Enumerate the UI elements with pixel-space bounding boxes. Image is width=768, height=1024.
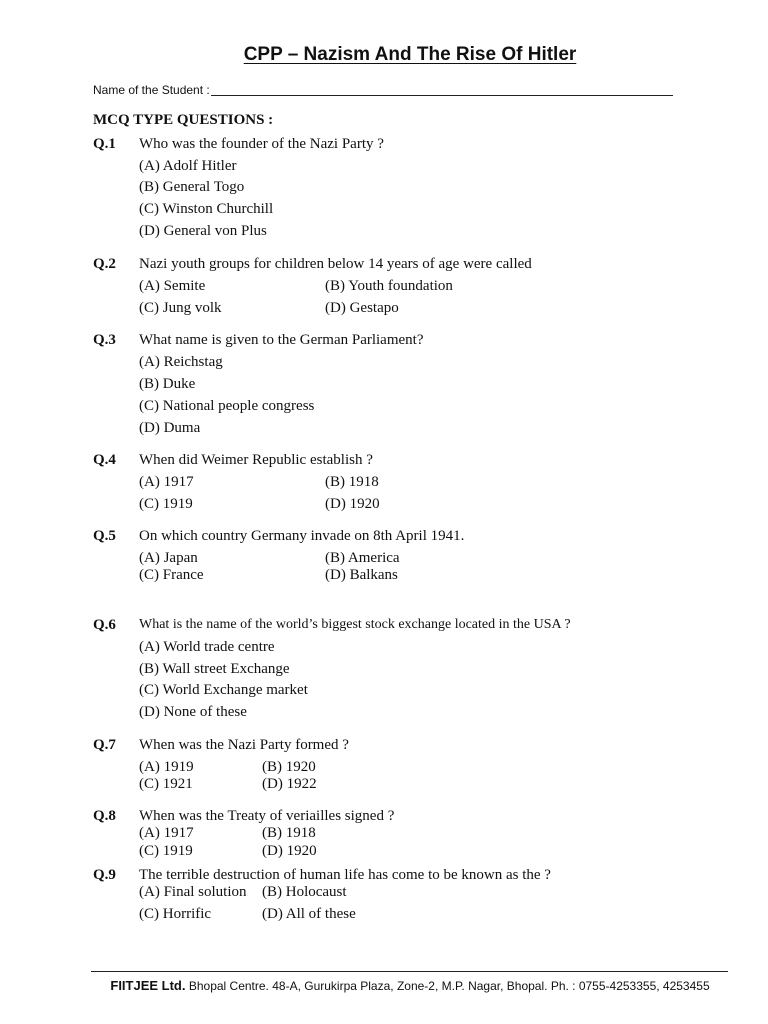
- question-text: Who was the founder of the Nazi Party ?: [139, 136, 384, 152]
- question-text: What is the name of the world’s biggest stock exchange located in the USA ?: [139, 617, 571, 632]
- option-c: (C) World Exchange market: [139, 682, 308, 698]
- question-text: What name is given to the German Parliament?: [139, 332, 424, 348]
- option-a: (A) 1917: [139, 825, 194, 841]
- question-number: Q.7: [93, 737, 116, 753]
- option-b: (B) Duke: [139, 376, 196, 392]
- option-a: (A) Adolf Hitler: [139, 158, 237, 174]
- option-c: (C) Jung volk: [139, 300, 222, 316]
- question-number: Q.2: [93, 256, 116, 272]
- student-name-label: Name of the Student :: [93, 83, 210, 97]
- footer-divider: [91, 971, 728, 972]
- question-number: Q.5: [93, 528, 116, 544]
- option-c: (C) Horrific: [139, 906, 212, 922]
- option-d: (D) All of these: [262, 906, 356, 922]
- option-b: (B) 1920: [262, 759, 316, 775]
- option-c: (C) France: [139, 567, 204, 583]
- option-b: (B) Wall street Exchange: [139, 661, 290, 677]
- option-c: (C) 1919: [139, 496, 193, 512]
- option-d: (D) Gestapo: [325, 300, 399, 316]
- option-c: (C) 1921: [139, 776, 193, 792]
- page-title: CPP – Nazism And The Rise Of Hitler: [243, 44, 577, 65]
- option-d: (D) General von Plus: [139, 223, 267, 239]
- option-a: (A) 1919: [139, 759, 194, 775]
- footer-brand: FIITJEE Ltd.: [110, 978, 186, 993]
- option-b: (B) General Togo: [139, 179, 245, 195]
- question-text: Nazi youth groups for children below 14 years of age were called: [139, 256, 532, 272]
- option-b: (B) 1918: [325, 474, 379, 490]
- option-b: (B) Holocaust: [262, 884, 347, 900]
- page-footer: [90, 977, 730, 995]
- question-text: When was the Nazi Party formed ?: [139, 737, 349, 753]
- question-number: Q.6: [93, 617, 116, 633]
- option-a: (A) 1917: [139, 474, 194, 490]
- option-a: (A) Reichstag: [139, 354, 223, 370]
- option-b: (B) 1918: [262, 825, 316, 841]
- question-number: Q.1: [93, 136, 116, 152]
- option-c: (C) Winston Churchill: [139, 201, 274, 217]
- question-number: Q.3: [93, 332, 116, 348]
- question-text: On which country Germany invade on 8th April 1941.: [139, 528, 465, 544]
- option-d: (D) 1920: [325, 496, 380, 512]
- question-text: When was the Treaty of veriailles signed ?: [139, 808, 395, 824]
- option-d: (D) 1920: [262, 843, 317, 859]
- option-a: (A) Japan: [139, 550, 198, 566]
- option-d: (D) 1922: [262, 776, 317, 792]
- option-d: (D) Duma: [139, 420, 201, 436]
- option-d: (D) None of these: [139, 704, 247, 720]
- section-heading: MCQ TYPE QUESTIONS :: [93, 112, 274, 128]
- question-number: Q.9: [93, 867, 116, 883]
- footer-address: Bhopal Centre. 48-A, Gurukirpa Plaza, Zone-2, M.P. Nagar, Bhopal. Ph. : 0755-4253355, 4253455: [188, 979, 710, 993]
- option-d: (D) Balkans: [325, 567, 398, 583]
- question-number: Q.8: [93, 808, 116, 824]
- student-name-line: [211, 95, 673, 96]
- option-c: (C) 1919: [139, 843, 193, 859]
- question-text: When did Weimer Republic establish ?: [139, 452, 373, 468]
- question-number: Q.4: [93, 452, 116, 468]
- option-b: (B) Youth foundation: [325, 278, 453, 294]
- option-a: (A) World trade centre: [139, 639, 275, 655]
- option-b: (B) America: [325, 550, 400, 566]
- option-c: (C) National people congress: [139, 398, 315, 414]
- option-a: (A) Final solution: [139, 884, 247, 900]
- option-a: (A) Semite: [139, 278, 206, 294]
- question-text: The terrible destruction of human life has come to be known as the ?: [139, 867, 551, 883]
